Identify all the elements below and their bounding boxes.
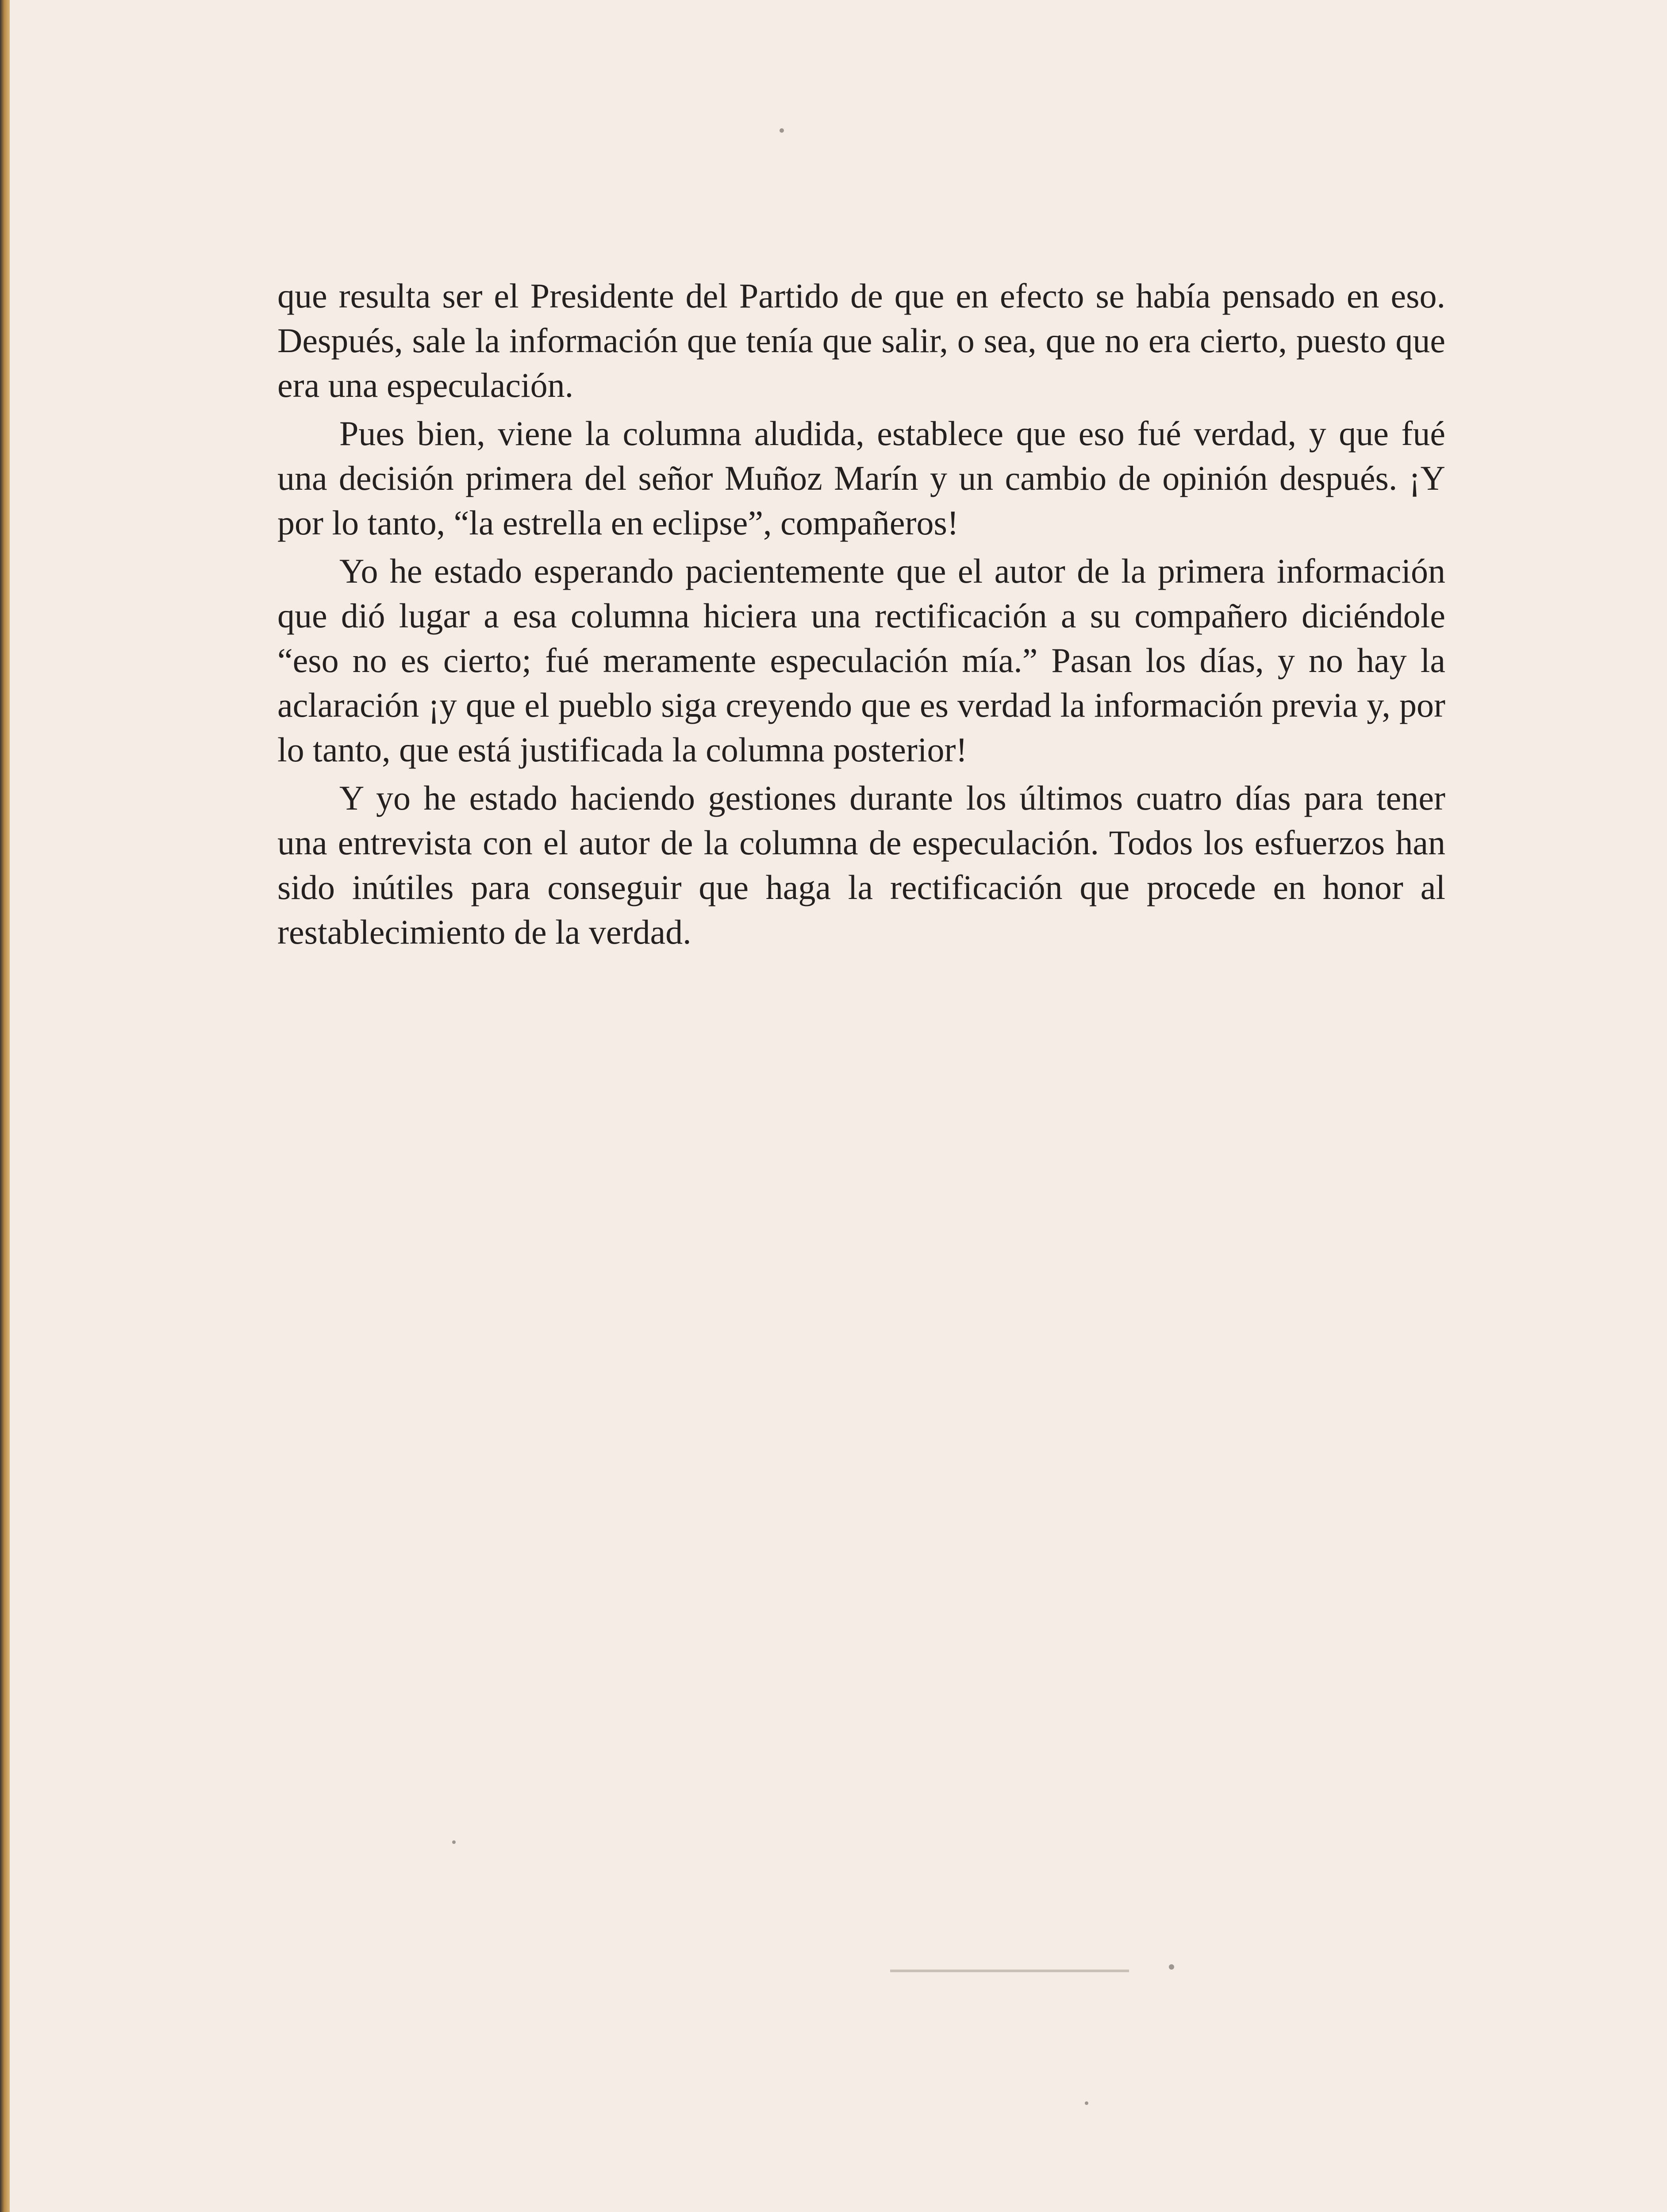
paragraph-4: Y yo he estado haciendo gestiones durante los últimos cuatro días para tener una entrevista con el autor de la columna de especulación. Todos los esfuerzos han sido inútiles para conseguir que haga la rectificación que procede en honor al restablecimiento de la verdad.	[277, 779, 1445, 951]
paragraph-3: Yo he estado esperando pacientemente que el autor de la primera información que dió lugar a esa columna hiciera una rectificación a su compañero diciéndole “eso no es cierto; fué meramente especulación mía.” Pasan los días, y no hay la aclaración ¡y que el pueblo siga creyendo que es verdad la información previa y, por lo tanto, que está justificada la columna posterior!	[277, 552, 1445, 769]
paper-speck	[1085, 2101, 1088, 2105]
paragraph-1: que resulta ser el Presidente del Partido de que en efecto se había pensado en eso. Después, sale la información que tenía que salir, o sea, que no era cierto, puesto que era una especulación.	[277, 276, 1445, 404]
faint-mark	[890, 1970, 1129, 1972]
book-spine-edge	[0, 0, 10, 2212]
body-text	[277, 273, 1445, 958]
paper-speck	[1169, 1964, 1174, 1970]
paper-speck	[780, 128, 784, 133]
document-page	[10, 0, 1667, 2212]
paragraph-2: Pues bien, viene la columna aludida, establece que eso fué verdad, y que fué una decisión primera del señor Muñoz Marín y un cambio de opinión después. ¡Y por lo tanto, “la estrella en eclipse”, compañeros!	[277, 414, 1445, 542]
paper-speck	[452, 1840, 456, 1844]
